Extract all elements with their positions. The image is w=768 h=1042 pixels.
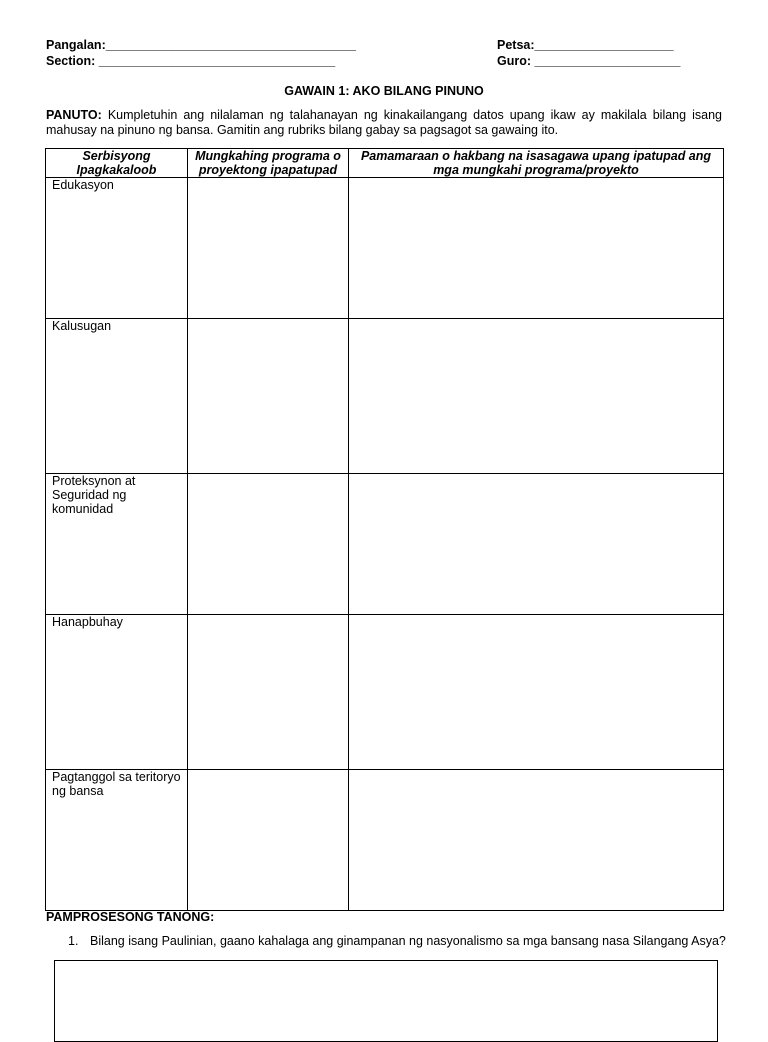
question-number: 1. bbox=[68, 934, 79, 948]
table-row bbox=[46, 319, 724, 474]
header-service: Serbisyong Ipagkakaloob bbox=[46, 149, 188, 178]
program-cell[interactable] bbox=[188, 178, 349, 319]
table-header-row bbox=[46, 149, 724, 178]
program-cell[interactable] bbox=[188, 770, 349, 911]
name-field-label: Pangalan:____________________________________ bbox=[46, 38, 357, 52]
question-text: Bilang isang Paulinian, gaano kahalaga ang ginampanan ng nasyonalismo sa mga bansang nasa Silangang Asya? bbox=[90, 934, 726, 948]
question-item bbox=[68, 934, 726, 948]
method-cell[interactable] bbox=[349, 615, 724, 770]
method-cell[interactable] bbox=[349, 319, 724, 474]
program-cell[interactable] bbox=[188, 319, 349, 474]
instructions-label: PANUTO: bbox=[46, 108, 102, 122]
table-row bbox=[46, 770, 724, 911]
answer-box[interactable] bbox=[54, 960, 718, 1042]
instructions-text: Kumpletuhin ang nilalaman ng talahanayan ng kinakailangang datos upang ikaw ay makilala bilang isang mahusay na pinuno ng bansa. Gamitin ang rubriks bilang gabay sa pagsagot sa gawaing ito. bbox=[46, 108, 722, 137]
header-program: Mungkahing programa o proyektong ipapatupad bbox=[188, 149, 349, 178]
method-cell[interactable] bbox=[349, 474, 724, 615]
section-field-label: Section: __________________________________ bbox=[46, 54, 336, 68]
service-cell: Edukasyon bbox=[46, 178, 188, 319]
header-method: Pamamaraan o hakbang na isasagawa upang ipatupad ang mga mungkahi programa/proyekto bbox=[349, 149, 724, 178]
teacher-field-label: Guro: _____________________ bbox=[497, 54, 681, 68]
leader-plan-table bbox=[45, 148, 724, 911]
date-field-label: Petsa:____________________ bbox=[497, 38, 674, 52]
table-row bbox=[46, 474, 724, 615]
table-row bbox=[46, 615, 724, 770]
program-cell[interactable] bbox=[188, 474, 349, 615]
activity-title: GAWAIN 1: AKO BILANG PINUNO bbox=[284, 84, 484, 98]
method-cell[interactable] bbox=[349, 770, 724, 911]
instructions bbox=[46, 108, 722, 138]
service-cell: Pagtanggol sa teritoryo ng bansa bbox=[46, 770, 188, 911]
service-cell: Hanapbuhay bbox=[46, 615, 188, 770]
processing-questions-heading: PAMPROSESONG TANONG: bbox=[46, 910, 215, 924]
service-cell: Kalusugan bbox=[46, 319, 188, 474]
method-cell[interactable] bbox=[349, 178, 724, 319]
table-row bbox=[46, 178, 724, 319]
service-cell: Proteksynon at Seguridad ng komunidad bbox=[46, 474, 188, 615]
program-cell[interactable] bbox=[188, 615, 349, 770]
